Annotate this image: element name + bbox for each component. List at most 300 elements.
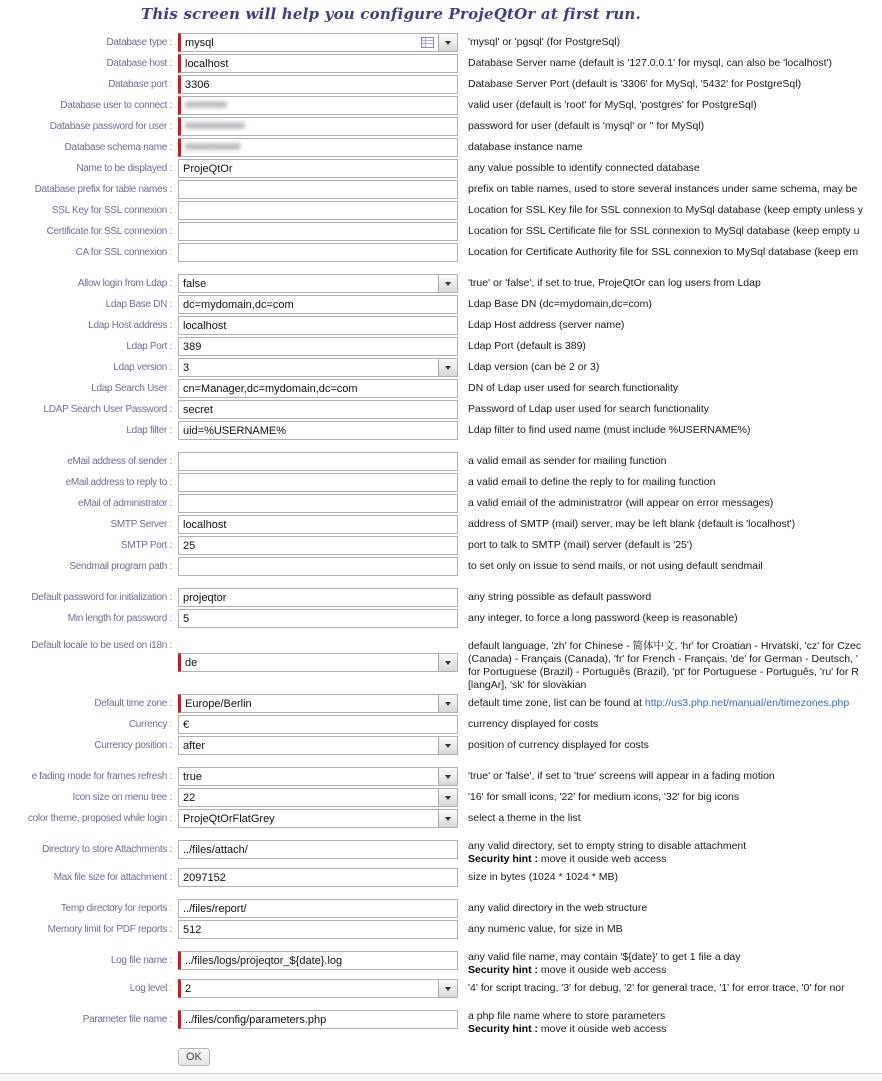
database-host-help-text: Database Server name (default is '127.0.0.1' for mysql, can also be 'localhost') <box>468 57 833 69</box>
database-password-help-text: password for user (default is 'mysql' or '' for MySql) <box>468 120 705 132</box>
table-prefix-field <box>178 180 458 199</box>
timezones-link[interactable]: http://us3.php.net/manual/en/timezones.php <box>644 697 850 709</box>
default-locale-label-text: Default locale to be used on i18n : <box>31 640 172 651</box>
database-type-help-line <box>468 36 620 49</box>
smtp-port-help-text: port to talk to SMTP (mail) server (default is '25') <box>468 539 693 551</box>
default-locale-help-line <box>468 666 861 679</box>
database-user-help-text: valid user (default is 'root' for MySql, 'postgres' for PostgreSql) <box>468 99 757 111</box>
reports-temp-directory-row <box>0 899 882 918</box>
database-schema-row <box>0 138 882 157</box>
table-prefix-row <box>0 180 882 199</box>
fading-mode-dropdown-button[interactable] <box>438 768 457 785</box>
database-host-row <box>0 54 882 73</box>
database-schema-help-text: database instance name <box>468 141 583 153</box>
section-parameters <box>0 1010 882 1036</box>
pdf-memory-limit-help-line <box>468 923 623 936</box>
mail-administrator-help-line <box>468 497 773 510</box>
ldap-host-help-line <box>468 319 624 332</box>
ldap-port-row <box>0 337 882 356</box>
smtp-port-help-line <box>468 539 692 552</box>
attachments-directory-label <box>6 840 178 855</box>
section-attachments <box>0 840 882 887</box>
default-locale-help <box>468 640 861 692</box>
fading-mode-select[interactable] <box>178 767 458 786</box>
ldap-version-help <box>468 358 599 374</box>
ok-button[interactable]: OK <box>178 1048 210 1066</box>
default-password-label-text: Default password for initialization : <box>31 592 172 603</box>
ldap-allow-login-help-text: 'true' or 'false', if set to true, ProjeQtOr can log users from Ldap <box>468 277 761 289</box>
default-locale-row <box>0 640 882 692</box>
ssl-ca-field <box>178 243 458 262</box>
database-port-label <box>6 75 178 90</box>
ldap-search-password-help-line <box>468 403 709 416</box>
mail-administrator-field <box>178 494 458 513</box>
min-password-length-input[interactable] <box>178 609 458 628</box>
fading-mode-row <box>0 767 882 786</box>
parameter-file-name-input[interactable] <box>178 1010 458 1029</box>
database-type-dropdown-button[interactable] <box>438 34 457 51</box>
sendmail-path-help <box>468 557 763 573</box>
currency-label <box>6 715 178 730</box>
database-password-input[interactable] <box>178 117 458 136</box>
smtp-server-field <box>178 515 458 534</box>
page-heading: This screen will help you configure ProjeQtOr at first run. <box>141 5 641 23</box>
sendmail-path-input[interactable] <box>178 557 458 576</box>
mail-administrator-label-text: eMail of administrator : <box>78 498 172 509</box>
mail-administrator-help <box>468 494 773 510</box>
display-name-label <box>6 159 178 174</box>
smtp-server-input[interactable] <box>178 515 458 534</box>
reports-temp-directory-help-text: any valid directory in the web structure <box>468 902 648 914</box>
attachment-max-size-label-text: Max file size for attachment : <box>53 872 172 883</box>
currency-position-help-line <box>468 739 649 752</box>
default-password-help-text: any string possible as default password <box>468 591 652 603</box>
ssl-key-help <box>468 201 863 217</box>
ldap-version-field <box>178 358 458 377</box>
database-host-field <box>178 54 458 73</box>
ldap-search-user-row <box>0 379 882 398</box>
smtp-port-row <box>0 536 882 555</box>
ldap-base-dn-label <box>6 295 178 310</box>
color-theme-help-text: select a theme in the list <box>468 812 581 824</box>
pdf-memory-limit-input[interactable] <box>178 920 458 939</box>
ssl-certificate-input[interactable] <box>178 222 458 241</box>
ldap-version-dropdown-button[interactable] <box>438 359 457 376</box>
min-password-length-label-text: Min length for password : <box>67 613 172 624</box>
parameter-file-name-label <box>6 1010 178 1025</box>
database-user-label-text: Database user to connect : <box>60 100 172 111</box>
ssl-key-input[interactable] <box>178 201 458 220</box>
min-password-length-help-line <box>468 612 738 625</box>
database-schema-label <box>6 138 178 153</box>
table-prefix-input[interactable] <box>178 180 458 199</box>
database-user-help-line <box>468 99 757 112</box>
attachments-directory-label-text: Directory to store Attachments : <box>42 844 172 855</box>
icon-size-label <box>6 788 178 803</box>
ok-button-row <box>178 1048 882 1066</box>
database-schema-input[interactable] <box>178 138 458 157</box>
database-schema-help <box>468 138 582 154</box>
icon-size-label-text: Icon size on menu tree : <box>72 792 172 803</box>
ldap-search-password-help <box>468 400 709 416</box>
mail-sender-row <box>0 452 882 471</box>
ldap-base-dn-label-text: Ldap Base DN : <box>105 299 172 310</box>
ldap-base-dn-input[interactable] <box>178 295 458 314</box>
database-type-field <box>178 33 458 52</box>
log-level-help-text: '4' for script tracing, '3' for debug, '2' for general trace, '1' for error trace, '0' for nor <box>468 982 845 994</box>
mail-administrator-help-text: a valid email of the administratror (will appear on error messages) <box>468 497 774 509</box>
smtp-port-help <box>468 536 692 552</box>
currency-help-line <box>468 718 598 731</box>
default-password-field <box>178 588 458 607</box>
display-name-field <box>178 159 458 178</box>
ldap-port-help-text: Ldap Port (default is 389) <box>468 340 586 352</box>
default-locale-select[interactable] <box>178 653 458 672</box>
reports-temp-directory-label <box>6 899 178 914</box>
default-timezone-help-text: default time zone, list can be found at <box>468 697 645 709</box>
currency-label-text: Currency : <box>128 719 172 730</box>
database-type-help <box>468 33 620 49</box>
ssl-certificate-help-text: Location for SSL Certificate file for SSL connexion to MySql database (keep empty u <box>468 225 860 237</box>
ssl-ca-label-text: CA for SSL connexion : <box>75 247 172 258</box>
database-port-input[interactable] <box>178 75 458 94</box>
mail-sender-help <box>468 452 666 468</box>
ssl-key-help-text: Location for SSL Key file for SSL connexion to MySql database (keep empty unless y <box>468 204 863 216</box>
display-name-input[interactable] <box>178 159 458 178</box>
color-theme-label <box>6 809 178 824</box>
ldap-search-password-input[interactable] <box>178 400 458 419</box>
attachments-directory-row <box>0 840 882 866</box>
pdf-memory-limit-field <box>178 920 458 939</box>
smtp-server-help-text: address of SMTP (mail) server, may be left blank (default is 'localhost') <box>468 518 796 530</box>
ldap-base-dn-help-text: Ldap Base DN (dc=mydomain,dc=com) <box>468 298 652 310</box>
ldap-filter-help-line <box>468 424 750 437</box>
currency-position-field <box>178 736 458 755</box>
default-timezone-label <box>6 694 178 709</box>
database-port-label-text: Database port : <box>108 79 172 90</box>
section-logs <box>0 951 882 998</box>
database-password-label-text: Database password for user : <box>49 121 172 132</box>
pdf-memory-limit-help <box>468 920 623 936</box>
ldap-version-row <box>0 358 882 377</box>
sendmail-path-help-text: to set only on issue to send mails, or not using default sendmail <box>468 560 763 572</box>
configuration-form <box>0 32 882 1036</box>
ssl-ca-help-text: Location for Certificate Authority file for SSL connexion to MySql database (keep em <box>468 246 859 258</box>
smtp-port-field <box>178 536 458 555</box>
database-user-help <box>468 96 757 112</box>
parameter-file-name-help-line <box>468 1010 666 1023</box>
default-locale-dropdown-button[interactable] <box>438 654 457 671</box>
icon-size-help-text: '16' for small icons, '22' for medium icons, '32' for big icons <box>468 791 740 803</box>
section-mail <box>0 452 882 576</box>
smtp-server-row <box>0 515 882 534</box>
default-locale-help-line <box>468 679 861 692</box>
ldap-allow-login-dropdown-button[interactable] <box>438 275 457 292</box>
color-theme-label-text: color theme, proposed while login : <box>27 813 172 824</box>
currency-position-label <box>6 736 178 751</box>
ssl-certificate-label-text: Certificate for SSL connexion : <box>46 226 172 237</box>
ldap-search-password-field <box>178 400 458 419</box>
fading-mode-selected-value: true <box>183 770 202 783</box>
currency-input[interactable] <box>178 715 458 734</box>
reports-temp-directory-help <box>468 899 647 915</box>
mail-sender-field <box>178 452 458 471</box>
default-timezone-help-line <box>468 697 849 710</box>
log-level-row <box>0 979 882 998</box>
reports-temp-directory-field <box>178 899 458 918</box>
database-type-label-text: Database type : <box>106 37 172 48</box>
default-timezone-row <box>0 694 882 713</box>
currency-field <box>178 715 458 734</box>
display-name-help-text: any value possible to identify connected database <box>468 162 700 174</box>
database-schema-help-line <box>468 141 582 154</box>
mail-administrator-label <box>6 494 178 509</box>
ssl-certificate-help-line <box>468 225 859 238</box>
log-level-help <box>468 979 845 995</box>
database-schema-field <box>178 138 458 157</box>
caret-down-icon <box>445 366 451 370</box>
database-port-row <box>0 75 882 94</box>
min-password-length-row <box>0 609 882 628</box>
default-password-input[interactable] <box>178 588 458 607</box>
database-user-field <box>178 96 458 115</box>
database-host-input[interactable] <box>178 54 458 73</box>
ldap-version-selected-value: 3 <box>183 361 190 374</box>
ssl-key-field <box>178 201 458 220</box>
smtp-port-label <box>6 536 178 551</box>
database-password-label <box>6 117 178 132</box>
ssl-key-label-text: SSL Key for SSL connexion : <box>51 205 172 216</box>
ssl-key-label <box>6 201 178 216</box>
ldap-port-help <box>468 337 586 353</box>
caret-down-icon <box>445 41 451 45</box>
color-theme-help-line <box>468 812 581 825</box>
table-prefix-help-line <box>468 183 857 196</box>
smtp-port-label-text: SMTP Port : <box>121 540 172 551</box>
table-prefix-help <box>468 180 857 196</box>
section-ldap <box>0 274 882 440</box>
database-port-help-text: Database Server Port (default is '3306' for MySql, '5432' for PostgreSql) <box>468 78 802 90</box>
color-theme-field <box>178 809 458 828</box>
log-file-name-input[interactable] <box>178 951 458 970</box>
default-timezone-select[interactable] <box>178 694 458 713</box>
ldap-host-field <box>178 316 458 335</box>
ldap-port-label <box>6 337 178 352</box>
log-level-help-line <box>468 982 845 995</box>
ldap-filter-input[interactable] <box>178 421 458 440</box>
log-level-select[interactable] <box>178 979 458 998</box>
mail-administrator-input[interactable] <box>178 494 458 513</box>
sendmail-path-field <box>178 557 458 576</box>
database-user-label <box>6 96 178 111</box>
ldap-allow-login-help <box>468 274 761 290</box>
sendmail-path-label <box>6 557 178 572</box>
caret-down-icon <box>445 744 451 748</box>
mail-reply-to-label-text: eMail address to reply to : <box>65 477 172 488</box>
ldap-host-help <box>468 316 624 332</box>
section-display <box>0 767 882 828</box>
ssl-ca-help <box>468 243 858 259</box>
section-database <box>0 33 882 262</box>
database-type-select[interactable] <box>178 33 458 52</box>
ldap-search-user-help-line <box>468 382 678 395</box>
security-hint-label: Security hint : <box>468 964 539 976</box>
section-locale <box>0 640 882 755</box>
mail-reply-to-help-text: a valid email to define the reply to for mailing function <box>468 476 716 488</box>
default-locale-help-line <box>468 653 861 666</box>
default-locale-label <box>6 640 178 651</box>
currency-row <box>0 715 882 734</box>
ssl-key-help-line <box>468 204 863 217</box>
mail-reply-to-row <box>0 473 882 492</box>
icon-size-dropdown-button[interactable] <box>438 789 457 806</box>
ssl-certificate-field <box>178 222 458 241</box>
default-password-help-line <box>468 591 651 604</box>
ldap-base-dn-help-line <box>468 298 652 311</box>
icon-size-selected-value: 22 <box>183 791 196 804</box>
database-schema-masked-value: ############ <box>185 142 240 153</box>
currency-help-text: currency displayed for costs <box>468 718 599 730</box>
log-file-name-help <box>468 951 741 977</box>
smtp-server-label <box>6 515 178 530</box>
default-timezone-help <box>468 694 849 710</box>
pdf-memory-limit-label <box>6 920 178 935</box>
mail-sender-input[interactable] <box>178 452 458 471</box>
default-timezone-dropdown-button[interactable] <box>438 695 457 712</box>
security-hint-label: Security hint : <box>468 1023 539 1035</box>
mail-reply-to-field <box>178 473 458 492</box>
ldap-search-user-label <box>6 379 178 394</box>
smtp-server-label-text: SMTP Server : <box>110 519 172 530</box>
parameter-file-name-help-text: a php file name where to store parameters <box>468 1010 666 1022</box>
ldap-search-password-row <box>0 400 882 419</box>
ldap-search-user-input[interactable] <box>178 379 458 398</box>
log-file-name-help-line <box>468 964 741 977</box>
ldap-filter-label-text: Ldap filter : <box>126 425 172 436</box>
database-type-label <box>6 33 178 48</box>
min-password-length-help-text: any integer, to force a long password (keep is reasonable) <box>468 612 738 624</box>
display-name-label-text: Name to be displayed : <box>76 163 172 174</box>
currency-position-row <box>0 736 882 755</box>
attachment-max-size-input[interactable] <box>178 868 458 887</box>
ssl-ca-label <box>6 243 178 258</box>
ldap-allow-login-help-line <box>468 277 761 290</box>
ssl-ca-input[interactable] <box>178 243 458 262</box>
parameter-file-name-help-text: move it ouside web access <box>538 1023 667 1035</box>
ldap-version-select[interactable] <box>178 358 458 377</box>
min-password-length-help <box>468 609 738 625</box>
icon-size-field <box>178 788 458 807</box>
default-password-label <box>6 588 178 603</box>
database-user-input[interactable] <box>178 96 458 115</box>
attachments-directory-help-line <box>468 853 746 866</box>
mail-sender-help-text: a valid email as sender for mailing function <box>468 455 667 467</box>
reports-temp-directory-input[interactable] <box>178 899 458 918</box>
caret-down-icon <box>445 796 451 800</box>
database-port-help-line <box>468 78 801 91</box>
database-host-help-line <box>468 57 832 70</box>
ldap-port-input[interactable] <box>178 337 458 356</box>
ldap-host-row <box>0 316 882 335</box>
database-host-label <box>6 54 178 69</box>
caret-down-icon <box>445 661 451 665</box>
default-locale-help-text: default language, 'zh' for Chinese - 简体中文, 'hr' for Croatian - Hrvatski, 'cz' for Czec <box>468 640 862 652</box>
currency-position-select[interactable] <box>178 736 458 755</box>
fading-mode-help-text: 'true' or 'false', if set to 'true' screens will appear in a fading motion <box>468 770 775 782</box>
default-locale-help-text: for Portuguese (Brazil) - Português (Brazil), 'pt' for Portuguese - Português, 'ru' for R <box>468 666 859 678</box>
log-level-label <box>6 979 178 994</box>
parameter-file-name-help <box>468 1010 666 1036</box>
ldap-allow-login-selected-value: false <box>183 277 207 290</box>
ldap-filter-help <box>468 421 750 437</box>
ldap-port-help-line <box>468 340 586 353</box>
log-level-field <box>178 979 458 998</box>
icon-size-row <box>0 788 882 807</box>
database-port-help <box>468 75 801 91</box>
mail-reply-to-help <box>468 473 715 489</box>
ssl-certificate-help <box>468 222 859 238</box>
min-password-length-field <box>178 609 458 628</box>
display-name-help <box>468 159 700 175</box>
attachment-max-size-field <box>178 868 458 887</box>
ldap-version-help-line <box>468 361 599 374</box>
log-file-name-row <box>0 951 882 977</box>
ldap-filter-row <box>0 421 882 440</box>
database-password-masked-value: ############# <box>185 121 245 132</box>
fading-mode-label <box>6 767 178 782</box>
icon-size-select[interactable] <box>178 788 458 807</box>
currency-position-selected-value: after <box>183 739 206 752</box>
ldap-search-password-label-text: LDAP Search User Password : <box>43 404 172 415</box>
database-type-selected-value: mysql <box>185 36 214 49</box>
ldap-host-input[interactable] <box>178 316 458 335</box>
color-theme-select[interactable] <box>178 809 458 828</box>
ldap-host-label <box>6 316 178 331</box>
mail-reply-to-input[interactable] <box>178 473 458 492</box>
attachments-directory-input[interactable] <box>178 840 458 859</box>
database-schema-label-text: Database schema name : <box>64 142 172 153</box>
currency-position-dropdown-button[interactable] <box>438 737 457 754</box>
pdf-memory-limit-row <box>0 920 882 939</box>
ldap-base-dn-field <box>178 295 458 314</box>
smtp-port-input[interactable] <box>178 536 458 555</box>
attachment-max-size-help <box>468 868 618 884</box>
mail-reply-to-help-line <box>468 476 715 489</box>
log-level-dropdown-button[interactable] <box>438 980 457 997</box>
color-theme-dropdown-button[interactable] <box>438 810 457 827</box>
ssl-certificate-row <box>0 222 882 241</box>
ldap-allow-login-field <box>178 274 458 293</box>
database-type-row <box>0 33 882 52</box>
color-theme-help <box>468 809 581 825</box>
mail-reply-to-label <box>6 473 178 488</box>
attachments-directory-help-line <box>468 840 746 853</box>
parameter-file-name-row <box>0 1010 882 1036</box>
sendmail-path-help-line <box>468 560 763 573</box>
security-hint-label: Security hint : <box>468 853 539 865</box>
ldap-allow-login-select[interactable] <box>178 274 458 293</box>
sendmail-path-row <box>0 557 882 576</box>
attachment-max-size-label <box>6 868 178 883</box>
table-picker-icon[interactable] <box>421 37 434 48</box>
database-port-field <box>178 75 458 94</box>
default-locale-selected-value: de <box>185 656 198 669</box>
display-name-help-line <box>468 162 700 175</box>
database-password-help <box>468 117 704 133</box>
log-file-name-label-text: Log file name : <box>110 955 172 966</box>
caret-down-icon <box>445 987 451 991</box>
attachment-max-size-help-text: size in bytes (1024 * 1024 * MB) <box>468 871 618 883</box>
